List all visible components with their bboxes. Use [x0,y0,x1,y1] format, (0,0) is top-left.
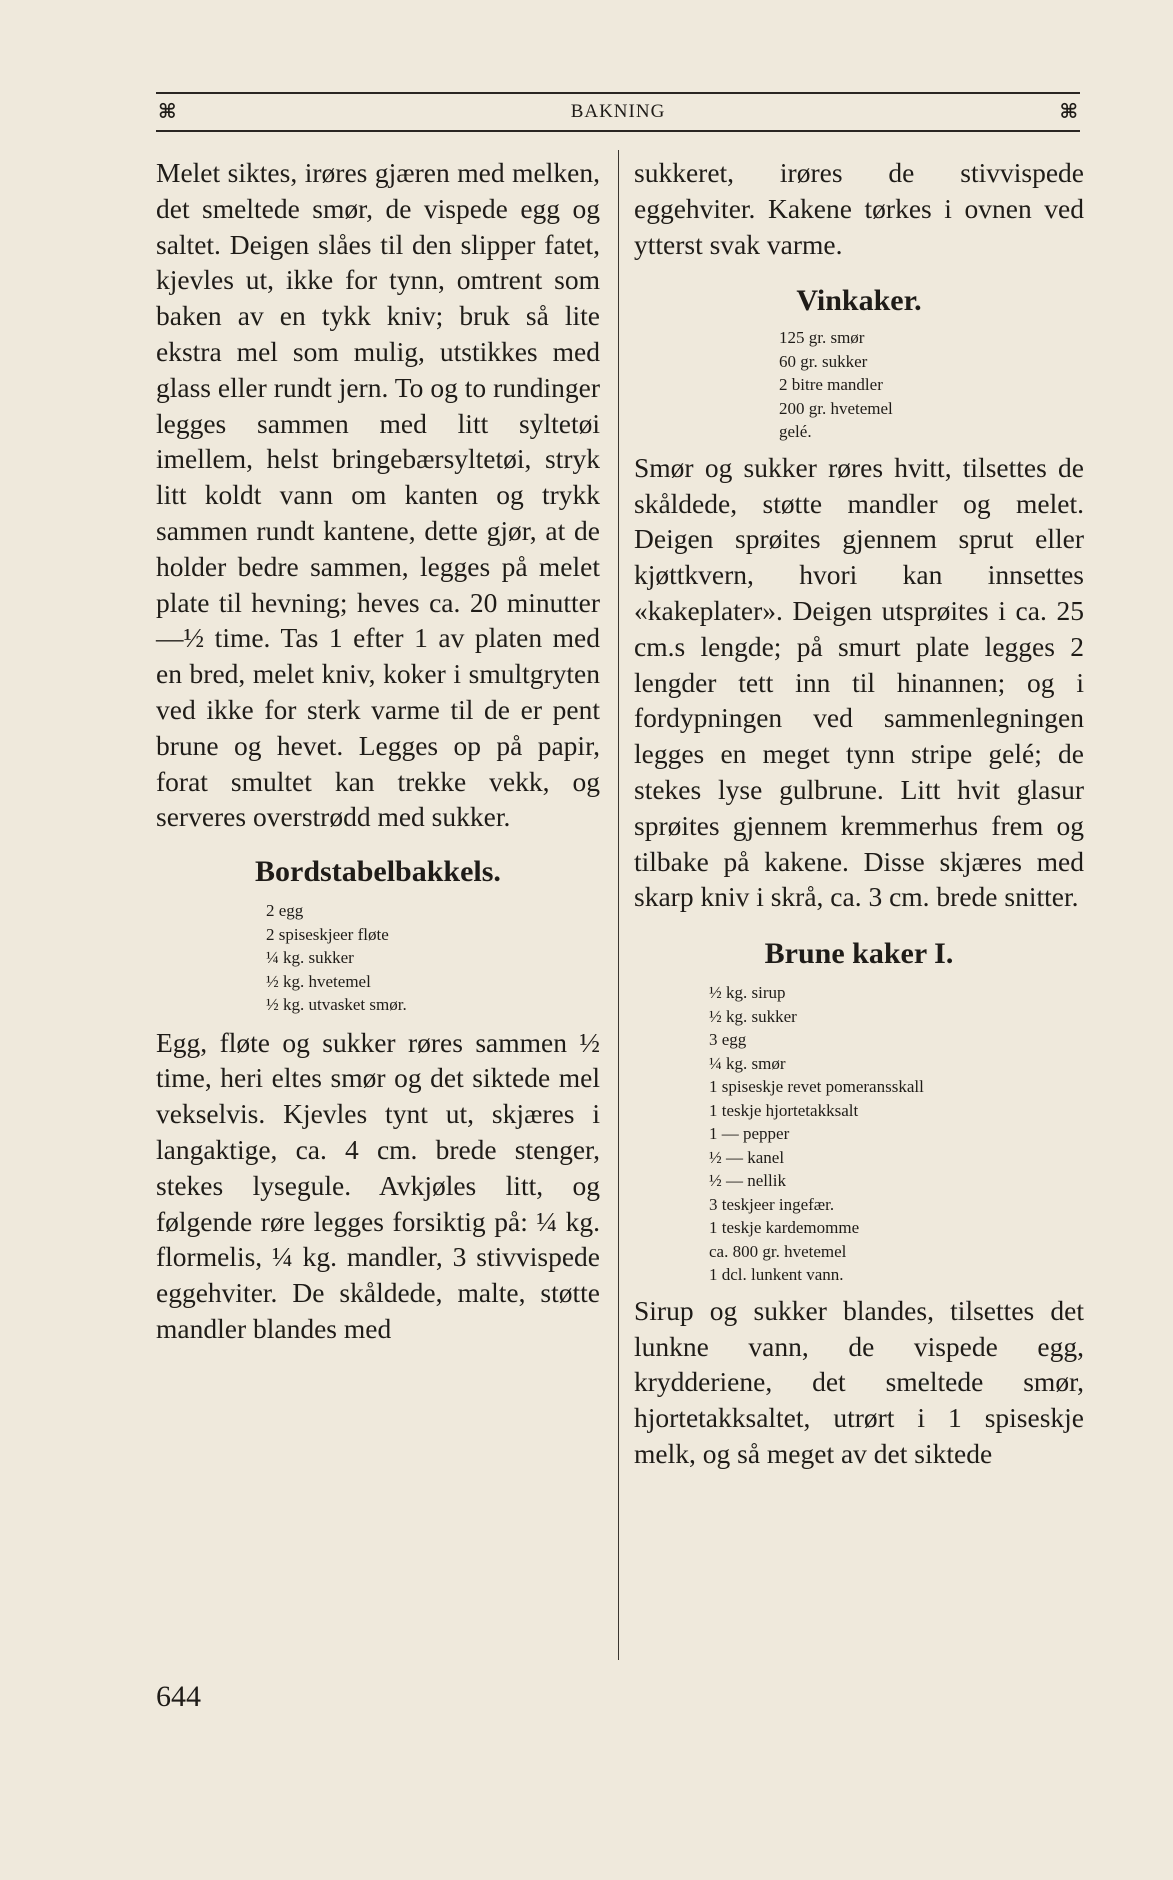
ingredient-item: 2 egg [266,901,304,921]
recipe-title-vinkaker: Vinkaker. [796,284,922,318]
left-column [156,155,600,1347]
ingredient-item: ca. 800 gr. hvetemel [709,1241,847,1261]
ingredient-item: 125 gr. smør [779,328,865,348]
running-header-title: BAKNING [570,101,666,122]
recipe-title-brune-kaker: Brune kaker I. [764,937,954,971]
ingredient-item: 2 bitre mandler [779,375,883,395]
ingredient-item: ½ kg. utvasket smør. [266,995,407,1015]
continuation-paragraph: sukkeret, irøres de stivvispede eggehviter. Kakene tørkes i ovnen ved ytterst svak varme. [634,157,1084,260]
ingredient-item: ½ — nellik [709,1171,786,1191]
ingredient-item: ½ kg. sirup [709,983,786,1003]
ornament-right-icon: ⌘ [1059,101,1078,123]
ingredient-item: ½ — kanel [709,1147,785,1167]
ingredient-list-vinkaker [779,326,1084,444]
method-paragraph-bordstabelbakkels: Egg, fløte og sukker røres sammen ½ time, heri eltes smør og det siktede mel vekselvis. Kjevles tynt ut, skjæres i langaktige, ca. 4 cm. brede stenger, stekes lysegule. Avkjøles litt, og følgende røre legges forsiktig på: ¼ kg. flormelis, ¼ kg. mandler, 3 stivvispede eggehviter. De skåldede, malte, støtte mandler blandes med [156,1026,600,1345]
ingredient-item: 1 teskje hjortetakksalt [709,1100,859,1120]
running-header [156,92,1080,132]
ingredient-list-brune-kaker [709,981,1084,1287]
ingredient-item: 1 dcl. lunkent vann. [709,1265,844,1285]
ingredient-item: 1 spiseskje revet pomeransskall [709,1077,924,1097]
ingredient-item: ¼ kg. smør [709,1053,786,1073]
column-divider [618,150,619,1660]
method-paragraph-brune-kaker: Sirup og sukker blandes, tilsettes det lunkne vann, de vispede egg, krydderiene, det smeltede smør, hjortetakksaltet, utrørt i 1 spiseskje melk, og så meget av det siktede [634,1294,1084,1469]
ingredient-item: ¼ kg. sukker [266,948,354,968]
ingredient-item: 1 teskje kardemomme [709,1218,860,1238]
ingredient-item: gelé. [779,422,812,442]
ornament-left-icon: ⌘ [158,101,177,123]
ingredient-item: ½ kg. hvetemel [266,971,371,991]
ingredient-item: 2 spiseskjeer fløte [266,924,389,944]
page-number: 644 [156,1680,201,1713]
intro-paragraph: Melet siktes, irøres gjæren med melken, det smeltede smør, de vispede egg og saltet. Deigen slåes til den slipper fatet, kjevles ut, ikke for tynn, omtrent som baken av en tykk kniv; bruk så lite ekstra mel som mulig, utstikkes med glass eller rundt jern. To og to rundinger legges sammen med litt syltetøi imellem, helst bringebærsyltetøi, stryk litt koldt vann om kanten og trykk sammen rundt kantene, dette gjør, at de holder bedre sammen, legges på melet plate til hevning; heves ca. 20 minutter—½ time. Tas 1 efter 1 av platen med en bred, melet kniv, koker i smultgryten ved ikke for sterk varme til de er pent brune og hevet. Legges op på papir, forat smultet kan trekke vekk, og serveres overstrødd med sukker. [156,157,600,833]
ingredient-item: ½ kg. sukker [709,1006,797,1026]
ingredient-item: 1 — pepper [709,1124,790,1144]
right-column [634,155,1084,1472]
ingredient-item: 60 gr. sukker [779,351,868,371]
ingredient-item: 3 egg [709,1030,747,1050]
ingredient-item: 3 teskjeer ingefær. [709,1194,835,1214]
recipe-title-bordstabelbakkels: Bordstabelbakkels. [255,855,501,889]
method-paragraph-vinkaker: Smør og sukker røres hvitt, tilsettes de skåldede, støtte mandler og melet. Deigen sprøites gjennem sprut eller kjøttkvern, hvori kan innsettes «kakeplater». Deigen utsprøites i ca. 25 cm.s lengde; på smurt plate legges 2 lengder tett inn til hinannen; og i fordypningen ved sammenlegningen legges en meget tynn stripe gelé; de stekes lyse gulbrune. Litt hvit glasur sprøites gjennem kremmerhus frem og tilbake på kakene. Disse skjæres med skarp kniv i skrå, ca. 3 cm. brede snitter. [634,451,1084,913]
ingredient-list-bordstabelbakkels [266,899,600,1017]
ingredient-item: 200 gr. hvetemel [779,398,893,418]
